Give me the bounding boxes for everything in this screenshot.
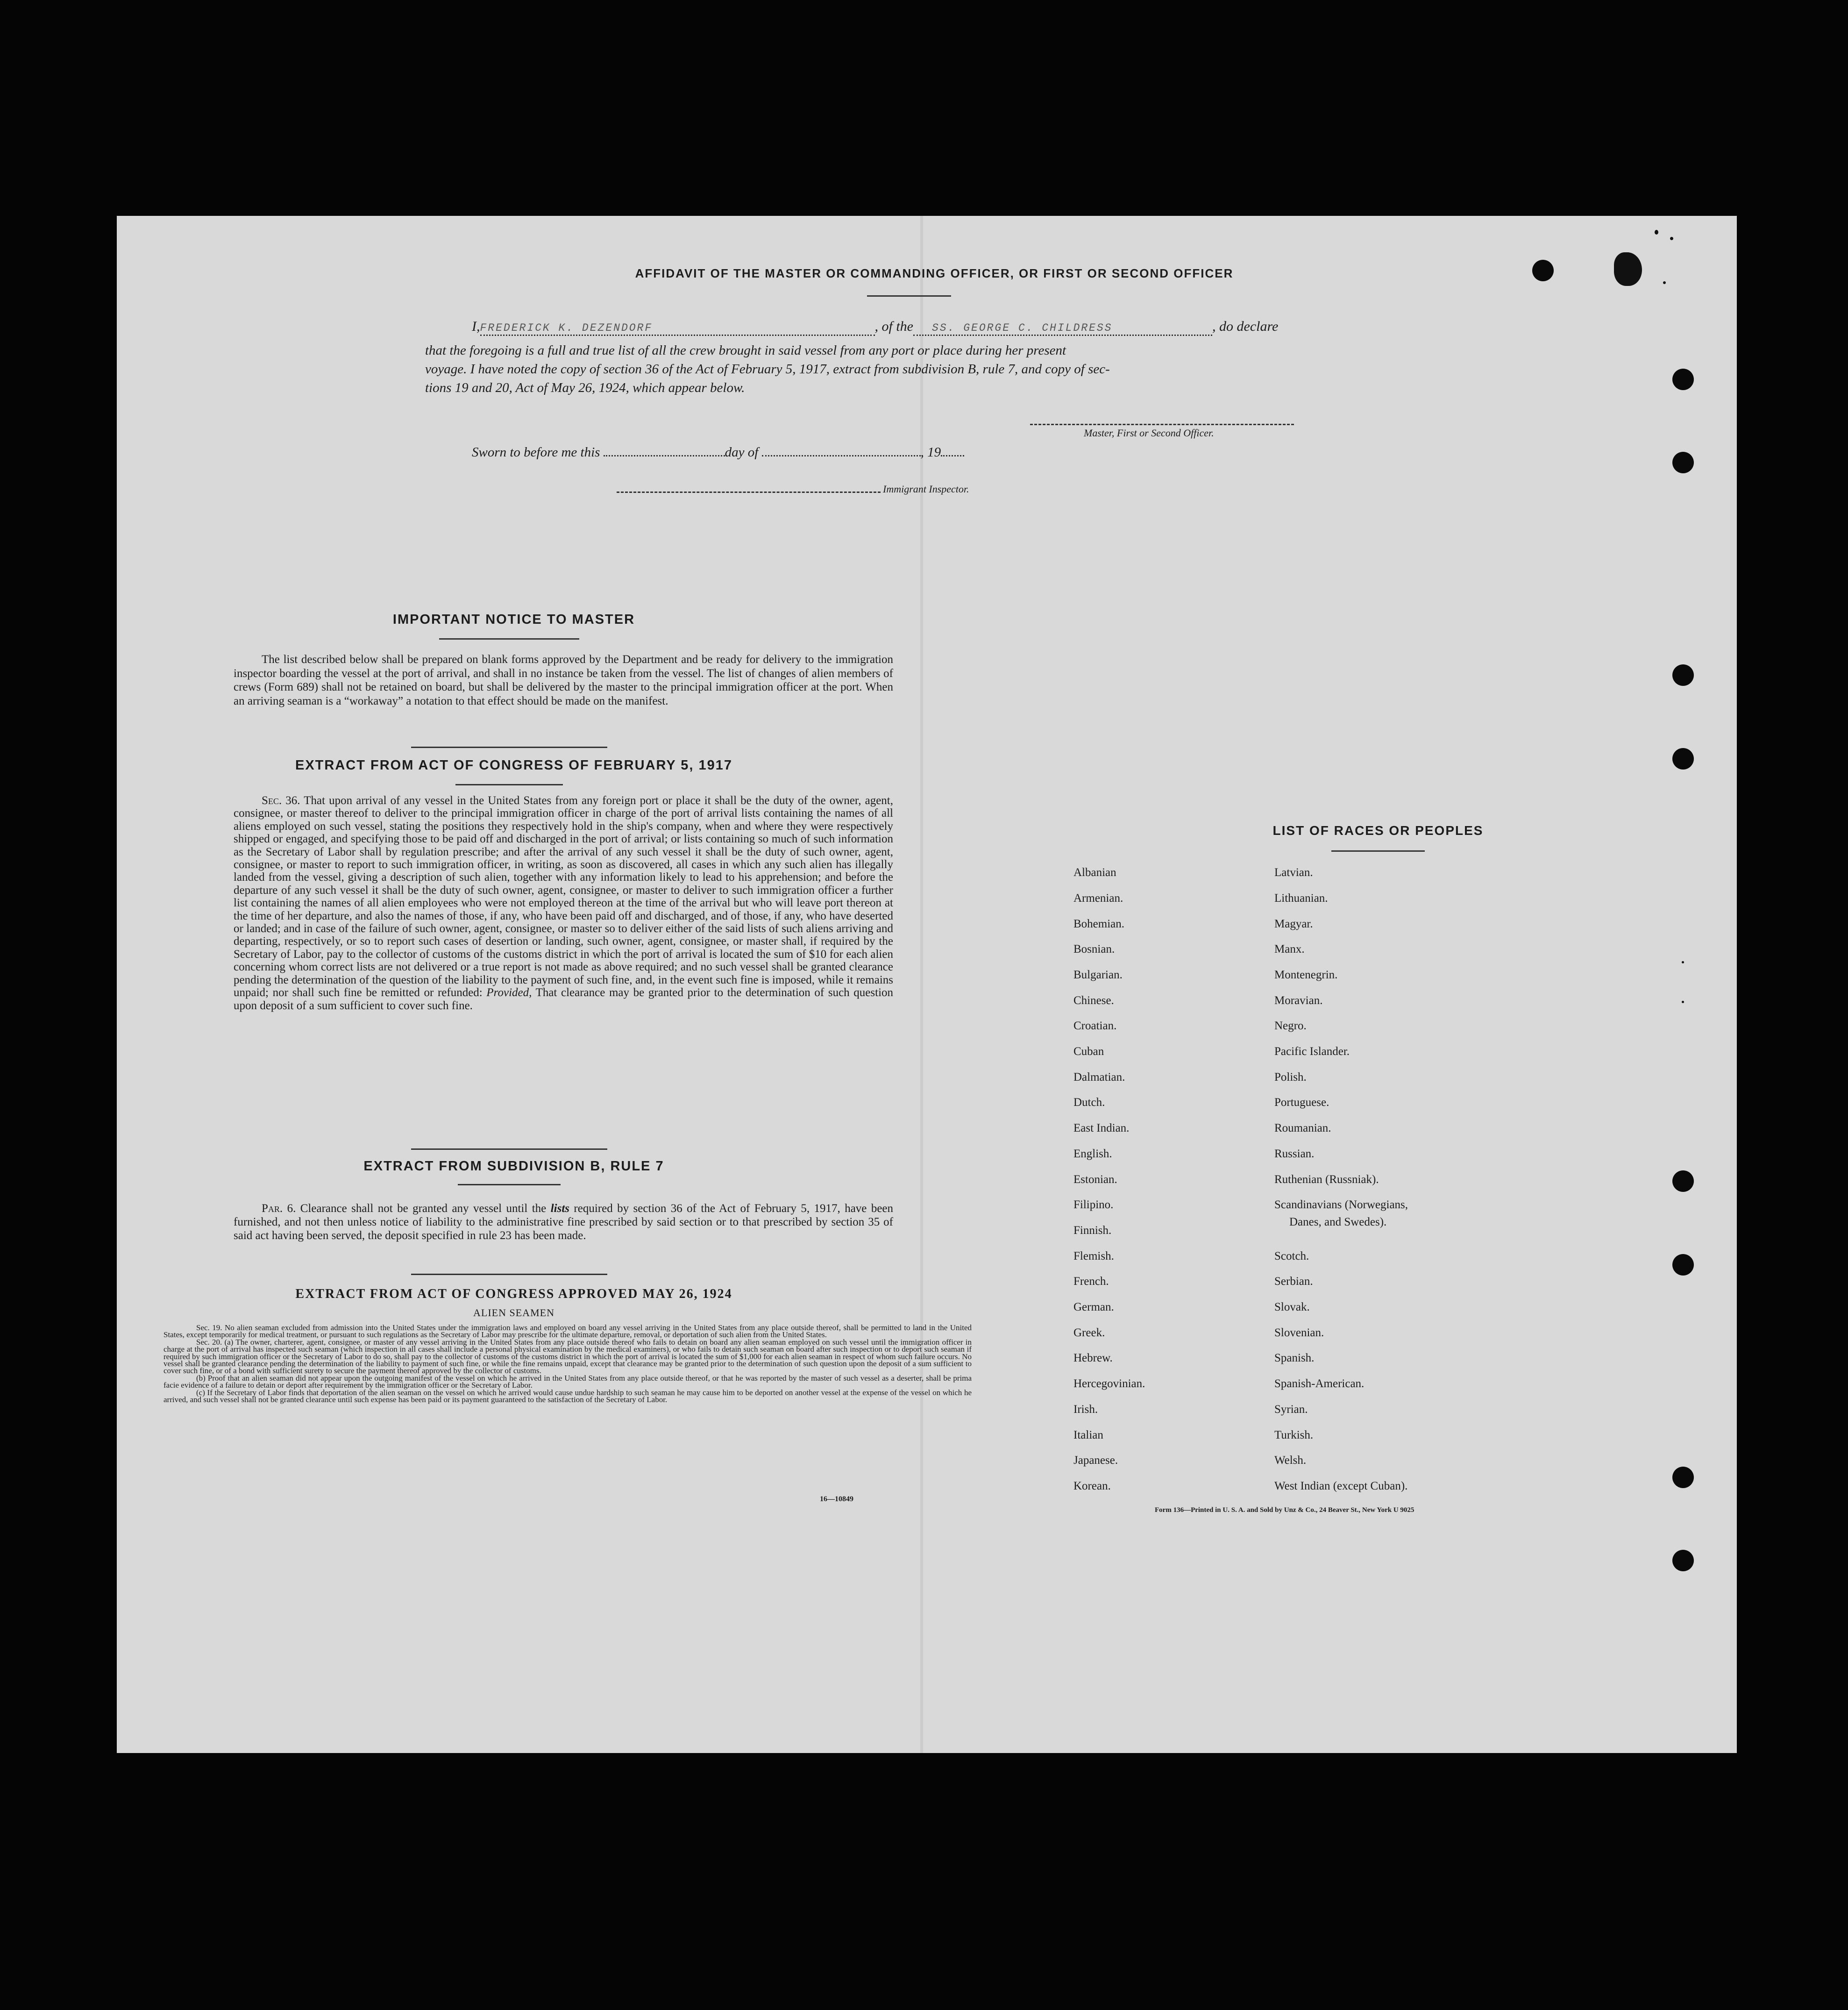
declaration-text — [425, 341, 1434, 397]
rule-7-body-b: required by section 36 of the Act of February 5, 1917, have been furnished, and not then unless notice of liability to the administrative fine prescribed by said section or to that prescribed by section 35 of said act having been served, the deposit specified in rule 23 has been made. — [234, 1202, 894, 1242]
race-item: Serbian. — [1274, 1275, 1313, 1288]
footer-imprint: Form 136—Printed in U. S. A. and Sold by Unz & Co., 24 Beaver St., New York U 9025 — [1155, 1506, 1414, 1514]
speck-icon — [1682, 1001, 1684, 1003]
race-item: Albanian — [1073, 866, 1116, 879]
par-6-label: Par. 6. — [262, 1202, 296, 1215]
race-item: Scotch. — [1274, 1250, 1309, 1262]
extract-1924-title: EXTRACT FROM ACT OF CONGRESS APPROVED MAY 26, 1924 — [295, 1287, 732, 1301]
race-item: West Indian (except Cuban). — [1274, 1480, 1408, 1492]
extract-1917-end-rule — [411, 1148, 607, 1150]
sec-20b-text: (b) Proof that an alien seaman did not appear upon the outgoing manifest of the vessel on which he arrived in the United States from any place outside thereof, or that he was reported by the master of such vessel as a deserter, shall be prima facie evidence of a failure to detain or deport after requirement by the immigration officer or the Secretary of Labor. — [163, 1373, 972, 1390]
punch-hole-icon — [1672, 452, 1694, 473]
rule-7-rule — [458, 1184, 561, 1185]
inspector-line — [617, 492, 881, 493]
race-item: East Indian. — [1073, 1122, 1130, 1134]
form-number: 16—10849 — [820, 1495, 853, 1503]
race-item: Korean. — [1073, 1480, 1111, 1492]
race-item: Flemish. — [1073, 1250, 1114, 1262]
declaration-line-4: tions 19 and 20, Act of May 26, 1924, which appear below. — [425, 380, 745, 395]
race-item: Croatian. — [1073, 1019, 1117, 1032]
do-declare-label: , do declare — [1212, 319, 1279, 334]
punch-hole-icon — [1672, 748, 1694, 770]
races-title: LIST OF RACES OR PEOPLES — [1272, 823, 1484, 838]
sworn-label: Sworn to before me this — [472, 445, 600, 460]
sec-20c-text: (c) If the Secretary of Labor finds that deportation of the alien seaman on the vessel on which he arrived would cause undue hardship to such seaman he may cause him to be deported on another vessel at the expense of the vessel on which he arrived, and such vessel shall not be granted clearance until such expense has been paid or its payment guaranteed to the satisfaction of the Secretary of Labor. — [163, 1388, 972, 1404]
notice-title: IMPORTANT NOTICE TO MASTER — [392, 612, 635, 627]
affidavit-title-rule — [867, 295, 951, 297]
sworn-day-field — [604, 455, 725, 456]
race-item: Irish. — [1073, 1403, 1098, 1416]
sec-36-body: That upon arrival of any vessel in the United States from any foreign port or place it shall be the duty of the owner, agent, consignee, or master thereof to deliver to the principal immigration officer in charge of the port of arrival lists containing the names of all aliens employed on such vessel, stating the positions they respectively hold in the ship's company, when and where they were respectively shipped or engaged, and specifying those to be paid off and discharged in the port of arrival; or lists containing so much of such information as the Secretary of Labor shall by regulation prescribe; and after the arrival of any such vessel it shall be the duty of such owner, agent, consignee, or master to report to such immigration officer, in writing, as soon as discovered, all cases in which any such alien has illegally landed from the vessel, giving a description of such alien, together with any information likely to lead to his apprehension; and before the departure of any such vessel it shall be the duty of such owner, agent, consignee, or master to deliver to such immigration officer a further list containing the names of all alien employees who were not employed thereon at the time of the arrival but who will leave port thereon at the time of her departure, and also the names of those, if any, who have been paid off and discharged, and of those, if any, who have deserted or landed; and in case of the failure of such owner, agent, consignee, or master so to deliver either of the said lists of such aliens arriving and departing, respectively, or so to report such cases of desertion or landing, such owner, agent, consignee, or master shall, if required by the Secretary of Labor, pay to the collector of customs of the customs district in which the port of arrival is located the sum of $10 for each alien concerning whom correct lists are not delivered or a true report is not made as above required; and no such vessel shall be granted clearance pending the determination of the question of the liability to the payment of such fine, and, in the event such fine is imposed, while it remains unpaid; nor shall such fine be remitted or refunded: — [234, 794, 894, 999]
race-item: Hebrew. — [1073, 1352, 1113, 1364]
affidavit-title: AFFIDAVIT OF THE MASTER OR COMMANDING OFFICER, OR FIRST OR SECOND OFFICER — [635, 266, 1234, 280]
sec-36-end: That clearance may be granted prior to the determination of such question upon deposit of a sum sufficient to cover such fine. — [234, 986, 894, 1012]
rule-7-body-a: Clearance shall not be granted any vessel until the — [300, 1202, 547, 1215]
race-item: Latvian. — [1274, 866, 1313, 879]
notice-end-rule — [411, 747, 607, 748]
declaration-line — [472, 319, 1406, 336]
lists-word: lists — [550, 1202, 569, 1215]
punch-hole-icon — [1672, 1170, 1694, 1192]
inspector-caption: Immigrant Inspector. — [883, 483, 969, 495]
sec-19-text: Sec. 19. No alien seaman excluded from admission into the United States under the immigration laws and employed on board any vessel arriving in the United States from any place outside thereof, shall be permitted to land in the United States, except temporarily for medical treatment, or pursuant to such regulations as the Secretary of Labor may prescribe for the ultimate departure, removal, or deportation of such alien from the United States. — [163, 1323, 972, 1340]
race-item: Russian. — [1274, 1148, 1315, 1160]
race-item: Bulgarian. — [1073, 969, 1123, 981]
races-title-rule — [1331, 850, 1425, 852]
extract-1924-subtitle: ALIEN SEAMEN — [473, 1307, 554, 1319]
extract-1924-text — [163, 1324, 972, 1403]
race-item: Lithuanian. — [1274, 892, 1328, 905]
race-item: Finnish. — [1073, 1224, 1112, 1237]
race-item: Pacific Islander. — [1274, 1045, 1350, 1058]
day-of-label: day of — [725, 445, 759, 460]
race-item: Turkish. — [1274, 1429, 1314, 1441]
race-item: Polish. — [1274, 1071, 1307, 1083]
race-item: Scandinavians (Norwegians, — [1274, 1198, 1408, 1211]
extract-1917-text — [234, 794, 893, 1012]
punch-hole-icon — [1672, 1254, 1694, 1276]
race-item: Montenegrin. — [1274, 969, 1338, 981]
extract-1917-rule — [455, 784, 563, 785]
master-name-field — [480, 319, 875, 336]
race-item: Welsh. — [1274, 1454, 1307, 1467]
race-item: Greek. — [1073, 1326, 1105, 1339]
vessel-name: SS. GEORGE C. CHILDRESS — [932, 322, 1113, 334]
notice-title-rule — [439, 638, 579, 640]
vessel-name-field — [913, 319, 1212, 336]
speck-icon — [1655, 230, 1658, 235]
race-item: Cuban — [1073, 1045, 1104, 1058]
speck-icon — [1670, 237, 1673, 240]
race-item: Hercegovinian. — [1073, 1377, 1145, 1390]
race-item: Chinese. — [1073, 994, 1114, 1007]
master-signature-line — [1030, 424, 1294, 425]
punch-hole-icon — [1672, 369, 1694, 390]
race-item: German. — [1073, 1301, 1114, 1313]
race-item: Dutch. — [1073, 1096, 1105, 1109]
speck-icon — [1663, 281, 1666, 284]
ink-blot-icon — [1614, 252, 1642, 286]
race-item: French. — [1073, 1275, 1109, 1288]
extract-1917-title: EXTRACT FROM ACT OF CONGRESS OF FEBRUARY 5, 1917 — [295, 758, 733, 773]
race-item: Bosnian. — [1073, 943, 1115, 955]
race-item: Estonian. — [1073, 1173, 1117, 1186]
race-item: Filipino. — [1073, 1198, 1114, 1211]
race-item: Bohemian. — [1073, 918, 1125, 930]
sworn-year-field — [941, 455, 964, 456]
race-item: Negro. — [1274, 1019, 1307, 1032]
punch-hole-icon — [1672, 1467, 1694, 1488]
race-item: Portuguese. — [1274, 1096, 1329, 1109]
race-item: Roumanian. — [1274, 1122, 1331, 1134]
i-label: I, — [472, 319, 480, 334]
punch-hole-icon — [1672, 1550, 1694, 1571]
speck-icon — [1682, 961, 1684, 963]
rule-7-title: EXTRACT FROM SUBDIVISION B, RULE 7 — [363, 1159, 664, 1174]
race-item: Magyar. — [1274, 918, 1313, 930]
sworn-month-field — [762, 455, 921, 456]
declaration-line-3: voyage. I have noted the copy of section 36 of the Act of February 5, 1917, extract from subdivision B, rule 7, and copy of sec- — [425, 362, 1110, 377]
race-item: Danes, and Swedes). — [1289, 1216, 1387, 1228]
race-item: Moravian. — [1274, 994, 1323, 1007]
rule-7-end-rule — [411, 1274, 607, 1275]
sec-36-label: Sec. 36. — [262, 794, 300, 807]
year-label: , 19 — [920, 445, 941, 460]
race-item: Ruthenian (Russniak). — [1274, 1173, 1379, 1186]
provided-label: Provided, — [486, 986, 532, 999]
race-item: Armenian. — [1073, 892, 1123, 905]
race-item: Spanish-American. — [1274, 1377, 1365, 1390]
race-item: Slovak. — [1274, 1301, 1310, 1313]
notice-text: The list described below shall be prepared on blank forms approved by the Department and be ready for delivery to the immigration inspector boarding the vessel at the port of arrival, and shall in no instance be taken from the vessel. The list of changes of alien members of crews (Form 689) shall not be retained on board, but shall be delivered by the master to the principal immigration officer at the port. When an arriving seaman is a “workaway” a notation to that effect should be made on the manifest. — [234, 653, 893, 707]
manifest-sheet — [117, 216, 1737, 1753]
race-item: English. — [1073, 1148, 1112, 1160]
sworn-line — [472, 445, 964, 460]
race-item: Italian — [1073, 1429, 1103, 1441]
race-item: Manx. — [1274, 943, 1305, 955]
race-item: Slovenian. — [1274, 1326, 1324, 1339]
sec-20a-text: Sec. 20. (a) The owner, charterer, agent, consignee, or master of any vessel arriving in the United States from any place outside thereof who fails to detain on board any alien seaman employed on such vessel until the immigration officer in charge at the port of arrival has inspected such seaman (which inspection in all cases shall include a personal physical examination by the medical examiners), or who fails to detain such seaman on board after such inspection or to deport such seaman if required by such immigration officer or the Secretary of Labor to do so, shall pay to the collector of customs of the customs district in which the port of arrival is located the sum of $1,000 for each alien seaman in respect of whom such failure occurs. No vessel shall be granted clearance pending the determination of the liability to payment of such fine, or while the fine remains unpaid, except that clearance may be granted prior to the determination of such question upon the deposit of a sum sufficient to cover such fine, or of a bond with sufficient surety to secure the payment thereof approved by the collector of customs. — [163, 1337, 972, 1376]
race-item: Japanese. — [1073, 1454, 1118, 1467]
race-item: Syrian. — [1274, 1403, 1308, 1416]
rule-7-text — [234, 1202, 893, 1242]
race-item: Spanish. — [1274, 1352, 1315, 1364]
master-name: FREDERICK K. DEZENDORF — [480, 322, 653, 334]
declaration-line-2: that the foregoing is a full and true list of all the crew brought in said vessel from any port or place during her present — [425, 343, 1066, 358]
of-the-label: , of the — [874, 319, 913, 334]
punch-hole-icon — [1532, 260, 1554, 281]
master-caption: Master, First or Second Officer. — [1084, 427, 1214, 439]
race-item: Dalmatian. — [1073, 1071, 1125, 1083]
punch-hole-icon — [1672, 664, 1694, 686]
